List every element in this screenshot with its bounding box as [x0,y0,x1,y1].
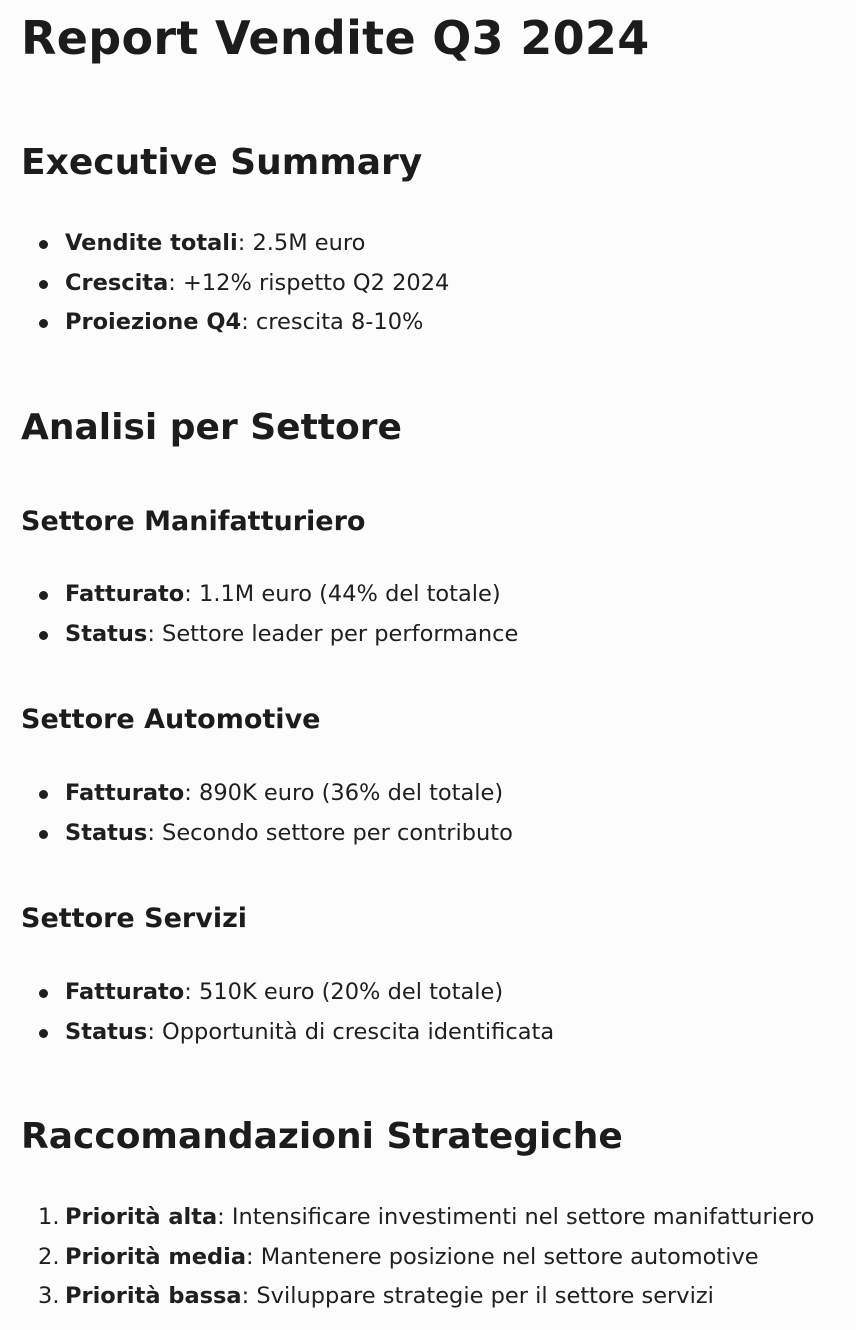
raccomandazioni-heading: Raccomandazioni Strategiche [21,1116,623,1157]
item-label: Priorità alta [65,1204,218,1230]
item-label: Crescita [65,269,169,296]
sector-list-automotive [0,774,513,853]
item-label: Vendite totali [65,230,238,256]
item-text: : Intensificare investimenti nel settore manifatturiero [217,1204,815,1230]
list-item [0,774,513,814]
item-label: Fatturato [65,780,185,806]
sector-heading-servizi: Settore Servizi [21,903,248,934]
list-item [0,973,554,1013]
list-item [0,264,449,304]
item-text: : Opportunità di crescita identificata [147,1018,555,1045]
executive-summary-heading: Executive Summary [21,142,423,183]
sector-heading-automotive: Settore Automotive [21,704,321,735]
item-label: Priorità media [65,1243,247,1270]
item-text: : Settore leader per performance [147,620,519,647]
item-label: Fatturato [65,581,185,607]
item-text: : crescita 8-10% [241,309,424,335]
item-number: 2. [38,1243,60,1270]
item-text: : 1.1M euro (44% del totale) [184,581,501,607]
item-text: : Sviluppare strategie per il settore servizi [241,1283,714,1309]
item-label: Fatturato [65,979,185,1005]
item-text: : Secondo settore per contributo [147,819,513,846]
list-item [0,1013,554,1053]
list-item [0,1277,814,1317]
page-title: Report Vendite Q3 2024 [21,11,650,65]
item-text: : 2.5M euro [237,230,366,256]
list-item [0,575,518,615]
list-item [0,615,518,655]
raccomandazioni-list [0,1198,814,1317]
item-label: Status [65,620,148,647]
item-label: Status [65,1018,148,1045]
list-item [0,224,449,264]
list-item [0,303,449,343]
item-label: Proiezione Q4 [65,309,242,335]
list-item [0,1238,814,1278]
item-text: : 510K euro (20% del totale) [184,979,504,1005]
item-text: : +12% rispetto Q2 2024 [168,269,450,296]
executive-summary-list [0,224,449,343]
sector-list-servizi [0,973,554,1052]
analisi-heading: Analisi per Settore [21,407,402,448]
item-text: : 890K euro (36% del totale) [184,780,504,806]
list-item [0,1198,814,1238]
item-number: 1. [38,1204,60,1230]
item-label: Priorità bassa [65,1283,242,1309]
sector-heading-manifatturiero: Settore Manifatturiero [21,506,366,537]
item-label: Status [65,819,148,846]
item-number: 3. [38,1283,60,1309]
item-text: : Mantenere posizione nel settore automotive [246,1243,759,1270]
list-item [0,814,513,854]
sector-list-manifatturiero [0,575,518,654]
